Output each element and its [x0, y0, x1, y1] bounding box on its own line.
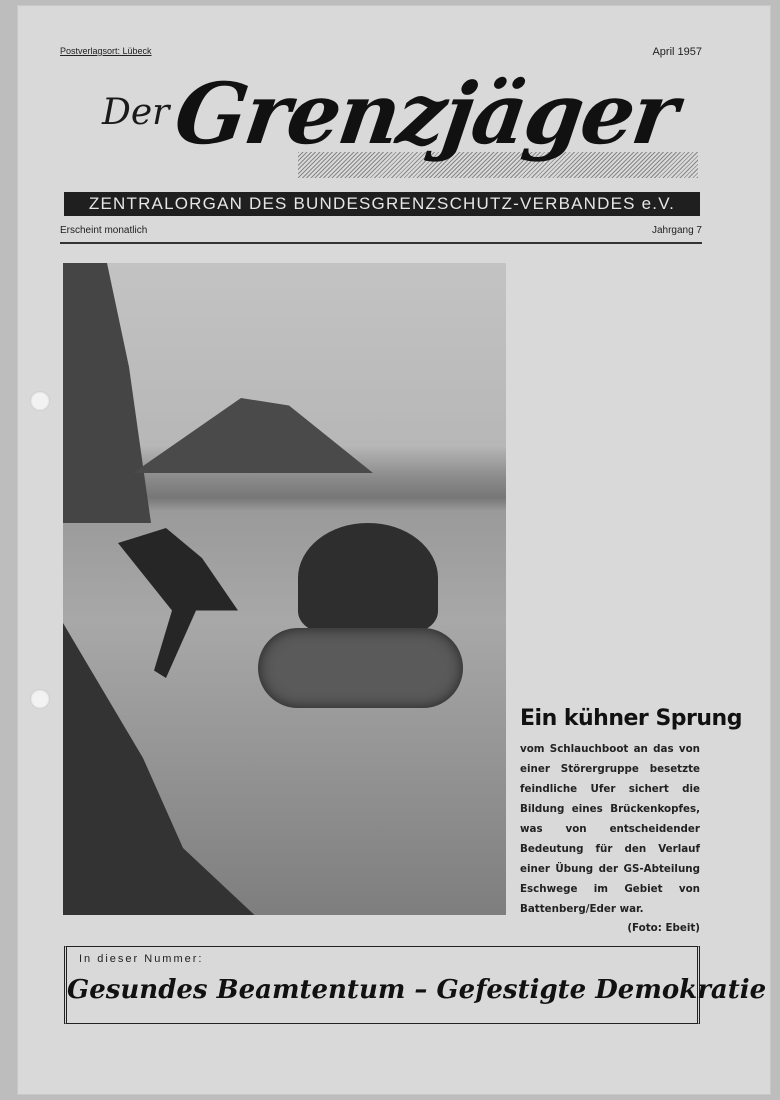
caption-body: vom Schlauchboot an das von einer Störergruppe besetzte feindliche Ufer sichert die Bildung eines Brückenkopfes, was von entscheidender Bedeutung für den Verlauf einer Übung der GS-Abteilung Eschwege im Gebiet von Battenberg/Eder war. — [520, 743, 700, 915]
cover-photo — [63, 263, 506, 915]
punch-hole — [30, 391, 50, 411]
postal-location: Postverlagsort: Lübeck — [60, 46, 152, 56]
header-rule — [60, 242, 702, 244]
volume-number: Jahrgang 7 — [651, 225, 702, 236]
subtitle-bar — [64, 192, 700, 216]
photo-credit: (Foto: Ebeit) — [627, 922, 700, 934]
photo-boat-crew — [298, 523, 438, 633]
caption-title: Ein kühner Sprung — [520, 706, 742, 731]
contents-label: In dieser Nummer: — [79, 953, 204, 965]
masthead-article: Der — [102, 92, 170, 133]
subtitle-text: ZENTRALORGAN DES BUNDESGRENZSCHUTZ-VERBANDES e.V. — [88, 194, 676, 213]
publication-frequency: Erscheint monatlich — [60, 225, 148, 236]
masthead-title: Grenzjäger — [169, 64, 683, 163]
photo-hill — [133, 398, 373, 473]
issue-date: April 1957 — [652, 46, 702, 58]
magazine-cover — [18, 6, 770, 1094]
masthead — [88, 64, 698, 194]
photo-caption — [520, 706, 742, 937]
photo-trees — [63, 263, 173, 523]
contents-box — [64, 946, 767, 1024]
contents-headline: Gesundes Beamtentum – Gefestigte Demokratie — [67, 975, 767, 1005]
photo-inflatable-boat — [258, 628, 463, 708]
photo-jumping-soldier — [118, 528, 238, 678]
punch-hole — [30, 689, 50, 709]
